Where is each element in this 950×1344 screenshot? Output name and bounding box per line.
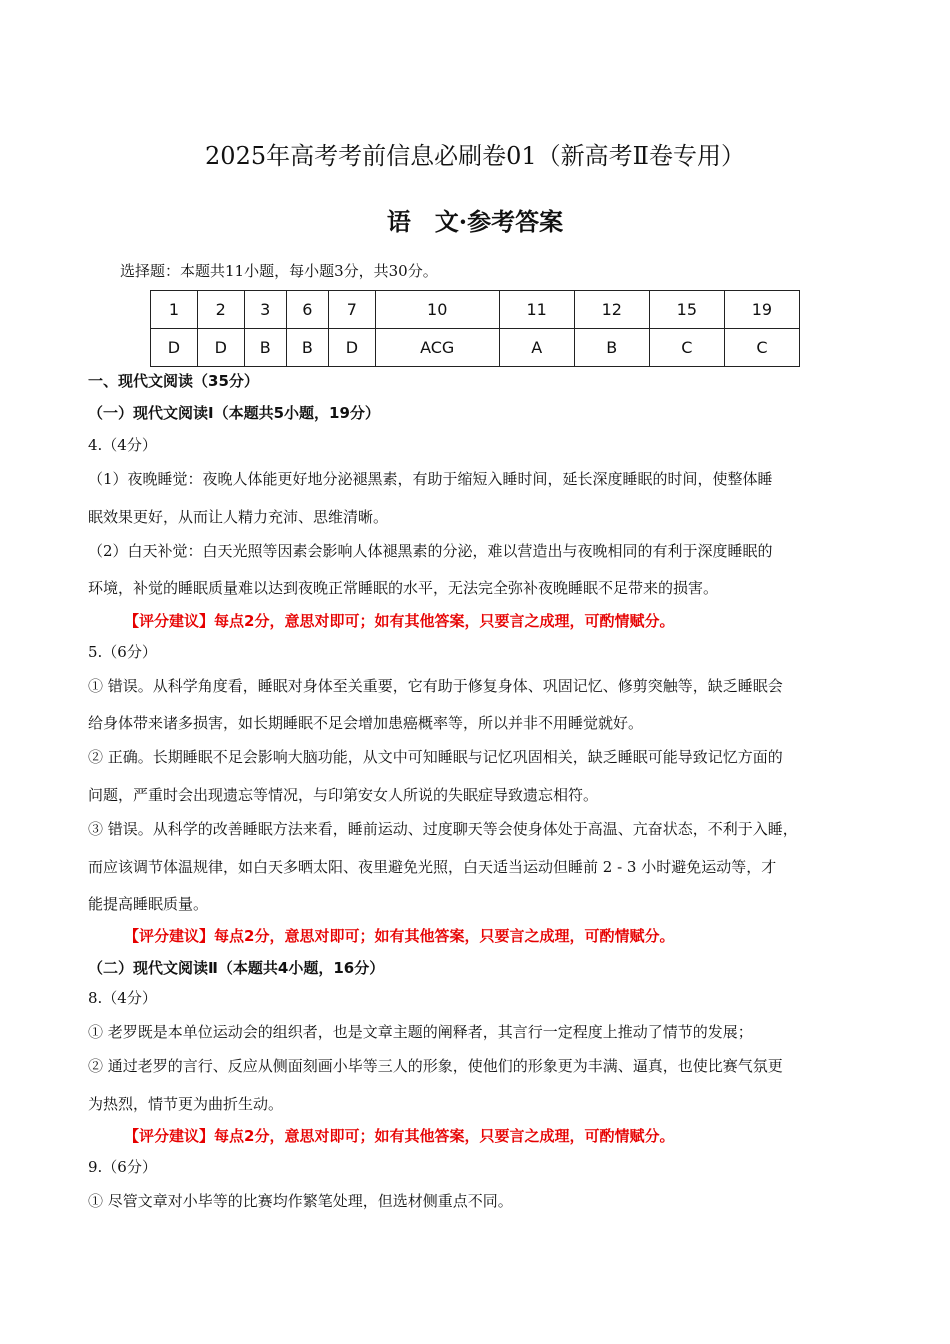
table-cell: D	[151, 329, 198, 367]
table-cell: B	[574, 329, 649, 367]
table-cell: 12	[574, 291, 649, 329]
scoring-note: 【评分建议】每点2分，意思对即可；如有其他答案，只要言之成理，可酌情赋分。	[124, 1127, 675, 1145]
text-line: 能提高睡眠质量。	[88, 895, 209, 913]
table-cell: 1	[151, 291, 198, 329]
text-line: 给身体带来诸多损害，如长期睡眠不足会增加患癌概率等，所以并非不用睡觉就好。	[88, 714, 644, 732]
question-label: 4.（4分）	[88, 436, 157, 454]
document-subtitle: 语 文·参考答案	[386, 207, 564, 236]
table-cell: D	[328, 329, 375, 367]
scoring-note: 【评分建议】每点2分，意思对即可；如有其他答案，只要言之成理，可酌情赋分。	[124, 612, 675, 630]
document-title: 2025年高考考前信息必刷卷01（新高考Ⅱ卷专用）	[205, 142, 745, 170]
answer-table	[150, 290, 800, 367]
question-label: 9.（6分）	[88, 1158, 157, 1176]
text-line: 问题，严重时会出现遗忘等情况，与印第安女人所说的失眠症导致遗忘相符。	[88, 786, 599, 804]
section-heading: 一、现代文阅读（35分）	[88, 372, 259, 390]
question-label: 5.（6分）	[88, 643, 157, 661]
table-cell: 19	[724, 291, 799, 329]
question-label: 8.（4分）	[88, 989, 157, 1007]
text-line: ② 正确。长期睡眠不足会影响大脑功能，从文中可知睡眠与记忆巩固相关，缺乏睡眠可能导致记忆方面的	[88, 748, 783, 766]
scoring-note: 【评分建议】每点2分，意思对即可；如有其他答案，只要言之成理，可酌情赋分。	[124, 927, 675, 945]
text-line: （2）白天补觉：白天光照等因素会影响人体褪黑素的分泌，难以营造出与夜晚相同的有利于深度睡眠的	[88, 542, 773, 560]
table-cell: B	[286, 329, 328, 367]
table-cell: 2	[197, 291, 244, 329]
table-cell: D	[197, 329, 244, 367]
table-cell: C	[649, 329, 724, 367]
text-line: ① 尽管文章对小毕等的比赛均作繁笔处理，但选材侧重点不同。	[88, 1192, 513, 1210]
text-line: 眠效果更好，从而让人精力充沛、思维清晰。	[88, 508, 389, 526]
text-line: 环境，补觉的睡眠质量难以达到夜晚正常睡眠的水平，无法完全弥补夜晚睡眠不足带来的损害。	[88, 579, 719, 597]
question-number-row	[151, 291, 800, 329]
answer-row	[151, 329, 800, 367]
table-cell: B	[244, 329, 286, 367]
text-line: ③ 错误。从科学的改善睡眠方法来看，睡前运动、过度聊天等会使身体处于高温、亢奋状态，不利于入睡，	[88, 820, 798, 838]
text-line: ② 通过老罗的言行、反应从侧面刻画小毕等三人的形象，使他们的形象更为丰满、逼真，也使比赛气氛更	[88, 1057, 783, 1075]
section-heading: （一）现代文阅读Ⅰ（本题共5小题，19分）	[88, 404, 380, 422]
table-cell: A	[499, 329, 574, 367]
section-heading: （二）现代文阅读Ⅱ（本题共4小题，16分）	[88, 959, 385, 977]
choice-intro: 选择题：本题共11小题，每小题3分，共30分。	[120, 262, 438, 280]
text-line: （1）夜晚睡觉：夜晚人体能更好地分泌褪黑素，有助于缩短入睡时间，延长深度睡眠的时间，使整体睡	[88, 470, 773, 488]
table-cell: C	[724, 329, 799, 367]
table-cell: 6	[286, 291, 328, 329]
text-line: 而应该调节体温规律，如白天多晒太阳、夜里避免光照，白天适当运动但睡前 2 - 3 小时避免运动等，才	[88, 858, 777, 876]
text-line: ① 老罗既是本单位运动会的组织者，也是文章主题的阐释者，其言行一定程度上推动了情节的发展；	[88, 1023, 753, 1041]
text-line: 为热烈，情节更为曲折生动。	[88, 1095, 284, 1113]
table-cell: 15	[649, 291, 724, 329]
table-cell: 11	[499, 291, 574, 329]
table-cell: 7	[328, 291, 375, 329]
text-line: ① 错误。从科学角度看，睡眠对身体至关重要，它有助于修复身体、巩固记忆、修剪突触等，缺乏睡眠会	[88, 677, 783, 695]
table-cell: 3	[244, 291, 286, 329]
table-cell: ACG	[375, 329, 499, 367]
table-cell: 10	[375, 291, 499, 329]
